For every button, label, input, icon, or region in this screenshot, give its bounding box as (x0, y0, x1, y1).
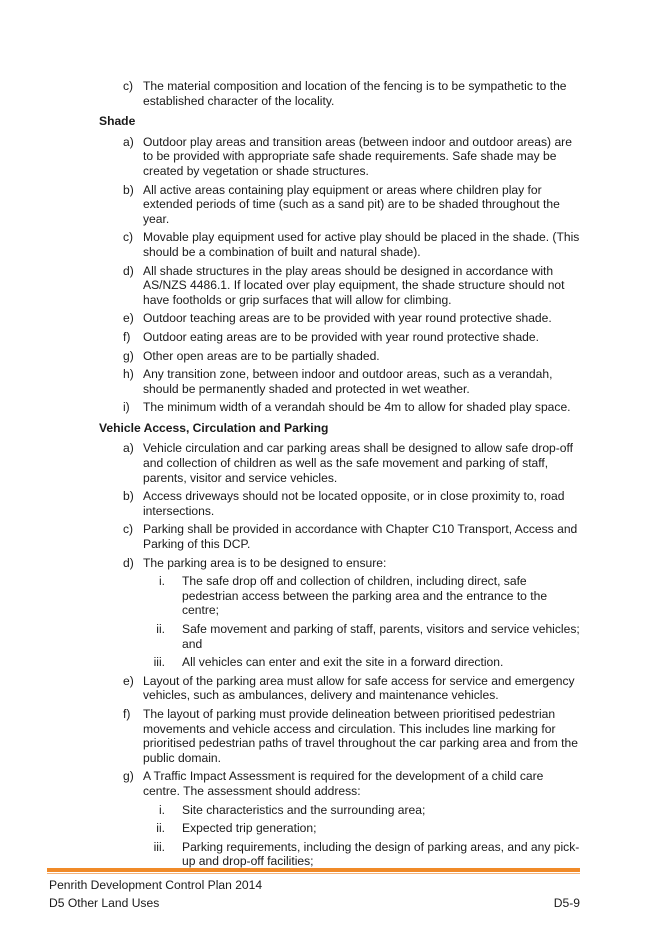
section-heading-shade: Shade (99, 114, 136, 129)
list-text: All shade structures in the play areas should be designed in accordance with AS/NZS 4486.1. If located over play equipment, the shade structure should not have footholds or grip surfaces that will allow for climbing. (143, 263, 565, 307)
list-marker: d) (123, 555, 134, 570)
list-text: Other open areas are to be partially shaded. (143, 348, 380, 363)
sub-list-item (99, 622, 581, 651)
footer-section: D5 Other Land Uses (49, 896, 160, 910)
list-text: The minimum width of a verandah should be 4m to allow for shaded play space. (143, 400, 571, 415)
sub-list-text: The safe drop off and collection of children, including direct, safe pedestrian access between the parking area and the entrance to the centre; (182, 574, 548, 618)
list-text: Movable play equipment used for active play should be placed in the shade. (This should be a combination of built and natural shade). (143, 230, 580, 259)
list-marker: g) (123, 348, 134, 363)
sub-list-text: Parking requirements, including the design of parking areas, and any pick-up and drop-off facilities; (182, 839, 580, 869)
list-item (99, 79, 581, 108)
list-marker: a) (123, 134, 134, 149)
list-marker: f) (123, 706, 131, 721)
list-marker: e) (123, 311, 134, 326)
list-text: Access driveways should not be located opposite, or in close proximity to, road intersections. (143, 489, 565, 518)
list-item (99, 556, 581, 670)
sub-list-text: Safe movement and parking of staff, parents, visitors and service vehicles; and (182, 622, 580, 651)
list-item (99, 769, 581, 869)
list-item (99, 522, 581, 551)
page-body (99, 79, 581, 873)
list-text: A Traffic Impact Assessment is required for the development of a child care centre. The assessment should address: (143, 769, 544, 798)
list-item (99, 674, 581, 703)
list-item (99, 367, 581, 396)
list-text: Any transition zone, between indoor and outdoor areas, such as a verandah, should be permanently shaded and protected in wet weather. (143, 367, 553, 396)
section-heading-vehicle-access: Vehicle Access, Circulation and Parking (99, 420, 329, 435)
sub-list-item (99, 574, 581, 618)
list-item (99, 183, 581, 227)
list-item (99, 264, 581, 308)
list-marker: b) (123, 182, 134, 197)
list-item (99, 707, 581, 765)
footer-rule (47, 868, 580, 872)
sub-list-marker: ii. (156, 821, 165, 836)
list-text: Outdoor eating areas are to be provided with year round protective shade. (143, 329, 539, 344)
sub-list-item (99, 821, 581, 836)
list-text: The parking area is to be designed to ensure: (143, 555, 387, 570)
footer-rule-shadow (47, 873, 580, 874)
sub-list-text: Expected trip generation; (182, 821, 317, 836)
list-text: The layout of parking must provide delineation between prioritised pedestrian movements and vehicle access and circulation. This includes line marking for prioritised pedestrian paths of travel throughout the car parking area and from the public domain. (143, 706, 578, 765)
sub-list-marker: ii. (156, 622, 165, 636)
list-marker: h) (123, 367, 134, 382)
sub-list-item (99, 655, 581, 670)
sub-list-text: All vehicles can enter and exit the site in a forward direction. (182, 655, 504, 670)
list-marker: i) (123, 400, 130, 415)
list-marker: e) (123, 673, 134, 688)
sub-list-marker: iii. (153, 839, 165, 854)
sub-list-marker: i. (158, 802, 165, 817)
list-item (99, 489, 581, 518)
list-item (99, 311, 581, 326)
list-marker: d) (123, 263, 134, 278)
page-number: D5-9 (553, 896, 580, 910)
list-text: Outdoor play areas and transition areas (between indoor and outdoor areas) are to be provided with appropriate safe shade requirements. Safe shade may be created by vegetation or shade structures. (143, 134, 572, 178)
sub-list-marker: i. (158, 574, 165, 589)
list-item (99, 330, 581, 345)
list-item (99, 349, 581, 364)
list-marker: b) (123, 489, 134, 504)
list-marker: c) (123, 522, 134, 537)
list-marker: f) (123, 329, 131, 344)
list-text: Vehicle circulation and car parking areas shall be designed to allow safe drop-off and collection of children as well as the safe movement and parking of staff, parents, visitor and service vehicles. (143, 441, 574, 485)
list-marker: c) (123, 230, 134, 245)
list-item (99, 230, 581, 259)
sub-list-item (99, 803, 581, 818)
footer-plan-title: Penrith Development Control Plan 2014 (49, 878, 263, 892)
footer-section-line (49, 896, 580, 911)
list-marker: g) (123, 769, 134, 784)
list-marker: c) (123, 79, 134, 93)
list-text: All active areas containing play equipment or areas where children play for extended periods of time (such as a sand pit) are to be shaded throughout the year. (143, 182, 560, 226)
list-text: Parking shall be provided in accordance with Chapter C10 Transport, Access and Parking of this DCP. (143, 522, 578, 552)
sub-list-item (99, 840, 581, 869)
sub-list-marker: iii. (153, 655, 165, 670)
list-text: Outdoor teaching areas are to be provided with year round protective shade. (143, 311, 552, 326)
list-marker: a) (123, 441, 134, 456)
list-text: The material composition and location of the fencing is to be sympathetic to the established character of the locality. (143, 79, 567, 108)
list-text: Layout of the parking area must allow for safe access for service and emergency vehicles, such as ambulances, delivery and maintenance vehicles. (143, 673, 575, 703)
sub-list-text: Site characteristics and the surrounding area; (182, 802, 426, 817)
list-item (99, 441, 581, 485)
list-item (99, 135, 581, 179)
list-item (99, 400, 581, 415)
